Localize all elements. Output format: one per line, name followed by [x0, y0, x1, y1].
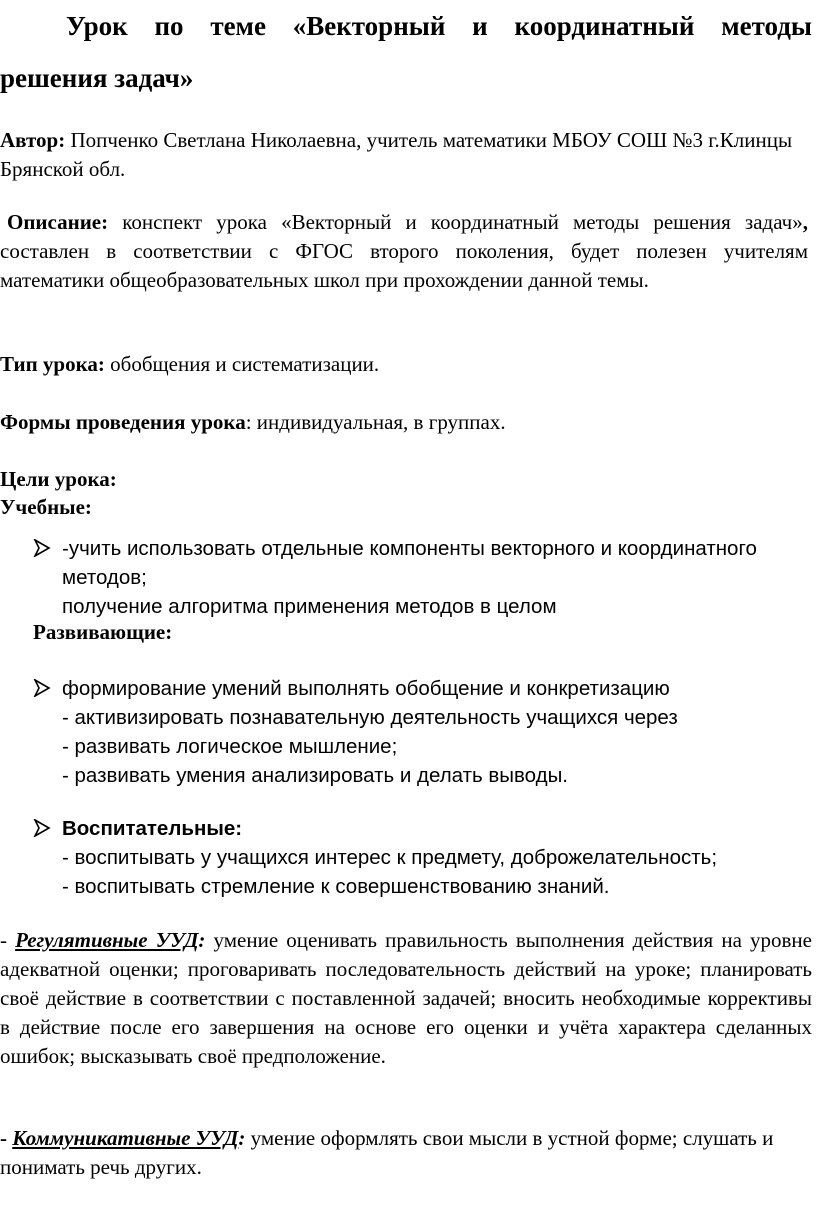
communicative-dash: - — [0, 1126, 13, 1150]
learning-goals-heading: Учебные: — [0, 495, 92, 519]
list-item: - воспитывать у учащихся интерес к предмету, доброжелательность; — [62, 846, 718, 869]
list-item: - активизировать познавательную деятельность учащихся через — [62, 706, 678, 729]
learning-goal-text: -учить использовать отдельные компоненты векторного и координатного методов; — [62, 537, 757, 589]
author-label: Автор: — [0, 128, 66, 152]
educational-goals-heading: Воспитательные: — [62, 817, 243, 840]
list-item — [0, 674, 808, 703]
page-title — [0, 0, 812, 104]
author-paragraph — [0, 126, 808, 184]
description-paragraph — [0, 208, 808, 295]
communicative-uud-label: Коммуникативные УУД — [12, 1126, 239, 1150]
list-item — [0, 534, 808, 592]
list-item — [0, 814, 808, 843]
lesson-type-label: Тип урока: — [0, 352, 105, 376]
description-comma: , — [802, 210, 808, 234]
communicative-uud-paragraph — [0, 1124, 812, 1182]
regulative-colon: : — [198, 928, 206, 952]
title-word: методы — [721, 11, 812, 41]
communicative-colon: : — [238, 1126, 246, 1150]
forms-paragraph — [0, 408, 808, 437]
title-word: теме — [210, 11, 266, 41]
regulative-uud-paragraph — [0, 926, 812, 1071]
list-item: - воспитывать стремление к совершенствованию знаний. — [62, 875, 610, 898]
educational-goals-list — [0, 814, 808, 901]
developing-goals-heading: Развивающие: — [33, 620, 173, 644]
description-text: конспект урока «Векторный и координатный методы решения задач» — [108, 210, 803, 234]
list-item: - развивать умения анализировать и делать выводы. — [62, 764, 568, 787]
regulative-uud-text: умение оценивать правильность выполнения действия на уровне адекватной оценки; проговаривать последовательность действий на уроке; планировать своё действие в соответствии с поставленной задачей; вносить необходимые коррективы в действие после его завершения на основе его оценки и учёта характера сделанных ошибок; высказывать своё предположение. — [0, 928, 812, 1068]
arrow-bullet-icon — [33, 679, 51, 697]
title-word: и — [472, 11, 488, 41]
list-item: - развивать логическое мышление; — [62, 735, 398, 758]
title-line-2: решения задач» — [0, 63, 194, 93]
forms-text: : индивидуальная, в группах. — [245, 410, 506, 434]
title-word: Урок — [66, 11, 128, 41]
list-item: получение алгоритма применения методов в целом — [62, 595, 557, 618]
communicative-uud-text: умение оформлять свои мысли в устной форме; слушать и понимать речь других. — [0, 1126, 774, 1179]
developing-goals-list — [0, 674, 808, 790]
regulative-uud-label: Регулятивные УУД — [15, 928, 199, 952]
title-line-1 — [0, 0, 812, 52]
arrow-bullet-icon — [33, 819, 51, 837]
title-word: по — [154, 11, 184, 41]
goals-heading: Цели урока: — [0, 467, 117, 491]
lesson-type-text: обобщения и систематизации. — [104, 352, 380, 376]
author-text: Попченко Светлана Николаевна, учитель математики МБОУ СОШ №3 г.Клинцы Брянской обл. — [0, 128, 793, 181]
arrow-bullet-icon — [33, 539, 51, 557]
regulative-dash: - — [0, 928, 16, 952]
developing-goal-text: формирование умений выполнять обобщение и конкретизацию — [62, 677, 670, 700]
description-label: Описание: — [7, 210, 109, 234]
lesson-type-paragraph — [0, 350, 808, 379]
title-word: «Векторный — [292, 11, 446, 41]
title-word: координатный — [514, 11, 695, 41]
learning-goals-list — [0, 534, 808, 621]
forms-label: Формы проведения урока — [0, 410, 246, 434]
description-text-2: составлен в соответствии с ФГОС второго поколения, будет полезен учителям математики общеобразовательных школ при прохождении данной темы. — [0, 239, 808, 292]
